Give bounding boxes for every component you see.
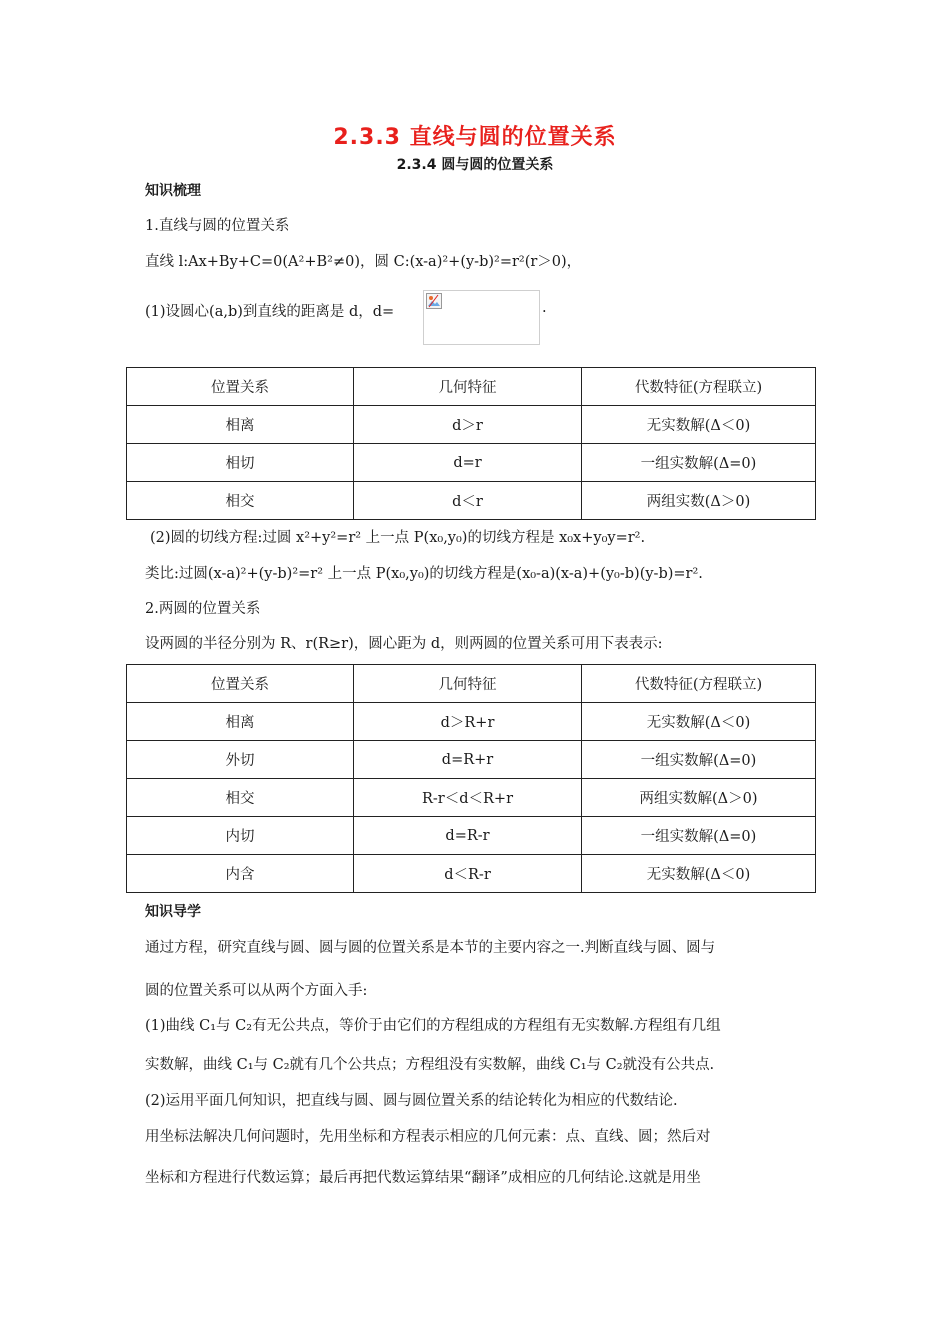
- table-header-cell: 几何特征: [354, 665, 582, 703]
- table-row: [127, 855, 816, 893]
- guide-paragraph-line: (1)曲线 C₁与 C₂有无公共点，等价于由它们的方程组成的方程组有无实数解.方程组有几组: [145, 1018, 721, 1034]
- page-subtitle: 2.3.4 圆与圆的位置关系: [396, 157, 554, 173]
- table-cell: d＞r: [354, 406, 582, 444]
- table-cell: 外切: [127, 741, 354, 779]
- table-cell: d＜r: [354, 482, 582, 520]
- table-cell: d＞R+r: [354, 703, 582, 741]
- table-cell: 无实数解(Δ＜0): [582, 406, 816, 444]
- table-row: [127, 444, 816, 482]
- guide-paragraph-line: 圆的位置关系可以从两个方面入手:: [145, 983, 368, 999]
- table-cell: 相离: [127, 406, 354, 444]
- table-cell: 一组实数解(Δ=0): [582, 817, 816, 855]
- table-header-cell: 代数特征(方程联立): [582, 368, 816, 406]
- line-circle-table: [126, 367, 816, 520]
- table-cell: R-r＜d＜R+r: [354, 779, 582, 817]
- table-header-row: [127, 368, 816, 406]
- section-heading-knowledge-review: 知识梳理: [145, 183, 201, 199]
- table-row: [127, 406, 816, 444]
- table-row: [127, 741, 816, 779]
- table-row: [127, 779, 816, 817]
- table-cell: 两组实数解(Δ＞0): [582, 779, 816, 817]
- item2-description: 设两圆的半径分别为 R、r(R≥r)，圆心距为 d，则两圆的位置关系可用下表表示:: [145, 636, 663, 652]
- table-cell: 相切: [127, 444, 354, 482]
- table-row: [127, 817, 816, 855]
- tangent-line-2: 类比:过圆(x-a)²+(y-b)²=r² 上一点 P(x₀,y₀)的切线方程是(x₀-a)(x-a)+(y₀-b)(y-b)=r².: [145, 566, 703, 582]
- table-cell: 无实数解(Δ＜0): [582, 855, 816, 893]
- broken-image-icon: [426, 293, 442, 309]
- guide-paragraph-line: 通过方程，研究直线与圆、圆与圆的位置关系是本节的主要内容之一.判断直线与圆、圆与: [145, 940, 716, 956]
- table-cell: 相离: [127, 703, 354, 741]
- distance-text: (1)设圆心(a,b)到直线的距离是 d，d=: [145, 304, 395, 320]
- tangent-line-1: (2)圆的切线方程:过圆 x²+y²=r² 上一点 P(x₀,y₀)的切线方程是 x₀x+y₀y=r².: [150, 530, 646, 546]
- guide-paragraph-line: 实数解，曲线 C₁与 C₂就有几个公共点；方程组没有实数解，曲线 C₁与 C₂就没有公共点.: [145, 1057, 715, 1073]
- table-cell: d=r: [354, 444, 582, 482]
- table-cell: 内含: [127, 855, 354, 893]
- table-cell: 无实数解(Δ＜0): [582, 703, 816, 741]
- distance-end: .: [542, 300, 547, 316]
- table-cell: 一组实数解(Δ=0): [582, 444, 816, 482]
- table-cell: d＜R-r: [354, 855, 582, 893]
- page-title: 2.3.3 直线与圆的位置关系: [333, 125, 617, 150]
- guide-paragraph-line: 坐标和方程进行代数运算；最后再把代数运算结果“翻译”成相应的几何结论.这就是用坐: [145, 1170, 701, 1186]
- table-header-cell: 几何特征: [354, 368, 582, 406]
- table-header-cell: 位置关系: [127, 368, 354, 406]
- line-equation: 直线 l:Ax+By+C=0(A²+B²≠0)，圆 C:(x-a)²+(y-b)²=r²(r＞0)，: [145, 254, 582, 270]
- circle-circle-table: [126, 664, 816, 893]
- item2-heading: 2.两圆的位置关系: [145, 601, 261, 617]
- table-cell: d=R-r: [354, 817, 582, 855]
- table-cell: 一组实数解(Δ=0): [582, 741, 816, 779]
- table-cell: 内切: [127, 817, 354, 855]
- formula-image-placeholder: [423, 290, 540, 345]
- table-cell: 两组实数(Δ＞0): [582, 482, 816, 520]
- table-cell: 相交: [127, 779, 354, 817]
- table-header-cell: 位置关系: [127, 665, 354, 703]
- section-heading-knowledge-guide: 知识导学: [145, 904, 201, 920]
- guide-paragraph-line: (2)运用平面几何知识，把直线与圆、圆与圆位置关系的结论转化为相应的代数结论.: [145, 1093, 678, 1109]
- item1-heading: 1.直线与圆的位置关系: [145, 218, 290, 234]
- table-cell: d=R+r: [354, 741, 582, 779]
- guide-paragraph-line: 用坐标法解决几何问题时，先用坐标和方程表示相应的几何元素：点、直线、圆；然后对: [145, 1129, 711, 1145]
- table-header-row: [127, 665, 816, 703]
- table-cell: 相交: [127, 482, 354, 520]
- table-row: [127, 482, 816, 520]
- table-header-cell: 代数特征(方程联立): [582, 665, 816, 703]
- table-row: [127, 703, 816, 741]
